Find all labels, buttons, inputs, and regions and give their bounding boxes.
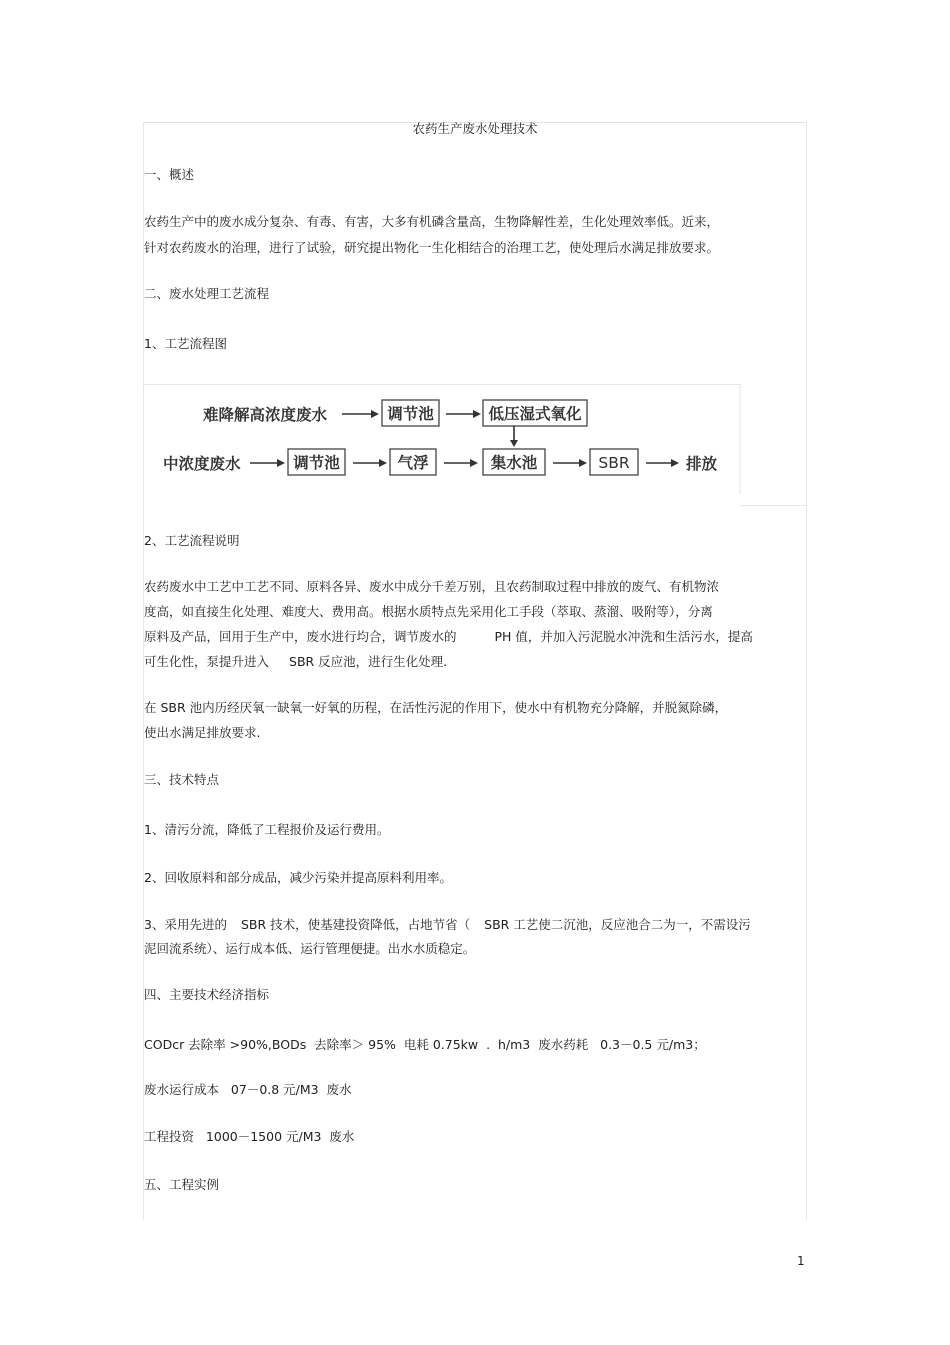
text-run: SBR 反应池，进行生化处理.	[289, 654, 448, 669]
subheading-flow-chart: 1、工艺流程图	[144, 336, 227, 351]
page-frame-right	[806, 122, 807, 1220]
flow-box-collection-label: 集水池	[490, 454, 538, 472]
paragraph-process-line-1: 农药废水中工艺中工艺不同、原料各异、废水中成分千差万别，且农药制取过程中排放的废气、有机物浓	[144, 579, 720, 594]
page-number: 1	[797, 1254, 805, 1268]
paragraph-overview-line-1: 农药生产中的废水成分复杂、有毒、有害，大多有机磷含量高，生物降解性差，生化处理效率低。近来，	[144, 214, 720, 229]
text-run: 可生化性，泵提升进入	[144, 654, 270, 669]
feature-item-1: 1、清污分流，降低了工程报价及运行费用。	[144, 822, 390, 837]
feature-item-3-line-2: 泥回流系统）、运行成本低、运行管理便捷。出水水质稳定。	[144, 941, 476, 956]
text-run: 3、采用先进的	[144, 917, 227, 932]
text-run: PH 值，并加入污泥脱水冲洗和生活污水，提高	[494, 629, 753, 644]
paragraph-sbr-line-1: 在 SBR 池内历经厌氧一缺氧一好氧的历程，在活性污泥的作用下，使水中有机物充分降解，并脱氮除磷，	[144, 700, 728, 715]
indicator-investment: 工程投资 1000－1500 元/M3 废水	[144, 1129, 355, 1144]
flow-box-sbr-label: SBR	[598, 454, 630, 472]
text-run: 原料及产品，回用于生产中，废水进行均合，调节废水的	[144, 629, 457, 644]
section-heading-process: 二、废水处理工艺流程	[144, 286, 270, 301]
section-heading-indicators: 四、主要技术经济指标	[144, 987, 270, 1002]
text-run: SBR 工艺使二沉池，反应池合二为一，不需设污	[484, 917, 751, 932]
indicator-removal-rates: CODcr 去除率 >90%,BODs 去除率＞ 95% 电耗 0.75kw . h/m3 废水药耗 0.3－0.5 元/m3；	[144, 1037, 706, 1052]
section-heading-overview: 一、概述	[144, 167, 195, 182]
document-title: 农药生产废水处理技术	[412, 121, 538, 136]
process-flow-diagram	[143, 384, 741, 494]
subheading-flow-description: 2、工艺流程说明	[144, 533, 240, 548]
flow-box-equalization-2-label: 调节池	[293, 454, 340, 472]
feature-item-2: 2、回收原料和部分成品，减少污染并提高原料利用率。	[144, 870, 452, 885]
flow-box-flotation-label: 气浮	[397, 454, 429, 472]
flow-source-medium: 中浓度废水	[163, 455, 241, 473]
paragraph-process-line-2: 度高，如直接生化处理、难度大、费用高。根据水质特点先采用化工手段（萃取、蒸溜、吸附等），分离	[144, 604, 713, 619]
paragraph-overview-line-2: 针对农药废水的治理，进行了试验，研究提出物化一生化相结合的治理工艺，使处理后水满足排放要求。	[144, 240, 720, 255]
flow-box-wet-oxidation-label: 低压湿式氧化	[488, 405, 582, 423]
flow-source-high: 难降解高浓度废水	[203, 406, 328, 424]
paragraph-sbr-line-2: 使出水满足排放要求.	[144, 725, 261, 740]
indicator-operating-cost: 废水运行成本 07－0.8 元/M3 废水	[144, 1082, 352, 1097]
feature-item-3-line-1	[144, 917, 751, 933]
paragraph-process-line-4	[144, 654, 447, 670]
flow-output-discharge: 排放	[686, 455, 718, 473]
paragraph-process-line-3	[144, 629, 753, 645]
section-heading-cases: 五、工程实例	[144, 1177, 220, 1192]
flow-box-equalization-1-label: 调节池	[387, 405, 434, 423]
page-frame-divider	[740, 505, 806, 506]
section-heading-features: 三、技术特点	[144, 772, 220, 787]
text-run: SBR 技术，使基建投资降低，占地节省（	[240, 917, 471, 932]
